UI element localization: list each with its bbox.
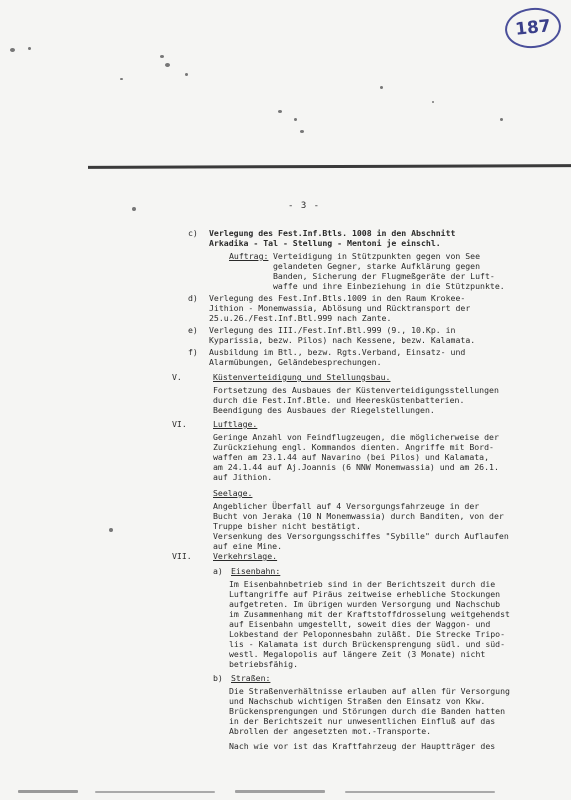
scan-noise-bottom [0, 788, 571, 800]
item-d-marker: d) [188, 293, 198, 303]
seelage-line-2: Bucht von Jeraka (10 N Monemwassia) durch Banditen, von der [213, 511, 504, 521]
seelage-line-3: Truppe bisher nicht bestätigt. [213, 521, 361, 531]
section-v-heading: Küstenverteidigung und Stellungsbau. [213, 372, 391, 382]
item-d-line-1: Verlegung des Fest.Inf.Btls.1009 in den Raum Krokee- [209, 293, 466, 303]
section-vii-heading: Verkehrslage. [213, 551, 278, 561]
section-v-marker: V. [172, 372, 182, 382]
item-e-marker: e) [188, 325, 198, 335]
section-v-line-1: Fortsetzung des Ausbaues der Küstenverteidigungsstellungen [213, 385, 499, 395]
vii-b-line-1: Die Straßenverhältnisse erlauben auf allen für Versorgung [229, 686, 510, 696]
section-vi-heading: Luftlage. [213, 419, 258, 429]
vii-b-heading: Straßen: [231, 673, 271, 683]
seelage-line-4: Versenkung des Versorgungsschiffes "Sybille" durch Auflaufen [213, 531, 509, 541]
section-vi-line-4: am 24.1.44 auf Aj.Joannis (6 NNW Monemwassia) und am 26.1. [213, 462, 499, 472]
item-e-line-2: Kyparissia, bezw. Pilos) nach Kessene, bezw. Kalamata. [209, 335, 476, 345]
vii-a-line-8: westl. Megalopolis auf längere Zeit (3 Monate) nicht [229, 649, 486, 659]
section-vi-marker: VI. [172, 419, 187, 429]
item-d-line-3: 25.u.26./Fest.Inf.Btl.999 nach Zante. [209, 313, 392, 323]
item-f-marker: f) [188, 347, 198, 357]
scan-noise [0, 0, 571, 150]
auftrag-line-4: waffe und ihre Einbeziehung in die Stützpunkte. [273, 281, 505, 291]
vii-a-line-6: Lokbestand der Peloponnesbahn zuläßt. Die Strecke Tripo- [229, 629, 506, 639]
section-v-line-3: Beendigung des Ausbaues der Riegelstellungen. [213, 405, 435, 415]
vii-a-line-1: Im Eisenbahnbetrieb sind in der Berichtszeit durch die [229, 579, 496, 589]
vii-a-line-2: Luftangriffe auf Piräus zeitweise erhebliche Stockungen [229, 589, 501, 599]
section-vi-line-2: Zurückziehung engl. Kommandos dienten. Angriffe mit Bord- [213, 442, 494, 452]
vii-b-line-3: Brückensprengungen und Störungen durch die Banden hatten [229, 706, 506, 716]
auftrag-label: Auftrag: [229, 251, 269, 261]
section-vi-line-3: waffen am 23.1.44 auf Navarino (bei Pilos) und Kalamata, [213, 452, 490, 462]
item-f-line-1: Ausbildung im Btl., bezw. Rgts.Verband, Einsatz- und [209, 347, 466, 357]
vii-a-marker: a) [213, 566, 223, 576]
vii-b-line-4: in der Berichtszeit nur unwesentlichen Einfluß auf das [229, 716, 496, 726]
item-c-line-1: Verlegung des Fest.Inf.Btls. 1008 in den Abschnitt [209, 228, 456, 238]
vii-b-marker: b) [213, 673, 223, 683]
vii-a-line-4: im Zusammenhang mit der Kraftstoffdrosselung weitgehendst [229, 609, 510, 619]
seelage-line-5: auf eine Mine. [213, 541, 283, 551]
vii-a-heading: Eisenbahn: [231, 566, 281, 576]
seelage-line-1: Angeblicher Überfall auf 4 Versorgungsfahrzeuge in der [213, 501, 480, 511]
item-c-marker: c) [188, 228, 198, 238]
auftrag-line-2: gelandeten Gegner, starke Aufklärung gegen [273, 261, 481, 271]
vii-a-line-3: aufgetreten. Im übrigen wurden Versorgung und Nachschub [229, 599, 501, 609]
item-e-line-1: Verlegung des III./Fest.Inf.Btl.999 (9., 10.Kp. in [209, 325, 456, 335]
vii-b-line-6: Nach wie vor ist das Kraftfahrzeug der Hauptträger des [229, 741, 496, 751]
vii-b-line-2: und Nachschub wichtigen Straßen den Einsatz von Kkw. [229, 696, 486, 706]
item-d-line-2: Jithion - Monemwassia, Ablösung und Rücktransport der [209, 303, 471, 313]
item-c-line-2: Arkadika - Tal - Stellung - Mentoni je einschl. [209, 238, 441, 248]
vii-a-line-7: lis - Kalamata ist durch Brückensprengung südl. und süd- [229, 639, 506, 649]
section-vi-line-1: Geringe Anzahl von Feindflugzeugen, die möglicherweise der [213, 432, 499, 442]
auftrag-line-1: Verteidigung in Stützpunkten gegen von See [273, 251, 481, 261]
seelage-heading: Seelage. [213, 488, 253, 498]
page-number: - 3 - [288, 201, 321, 211]
section-vi-line-5: auf Jithion. [213, 472, 273, 482]
auftrag-line-3: Banden, Sicherung der Flugmeßgeräte der Luft- [273, 271, 495, 281]
item-f-line-2: Alarmübungen, Geländebesprechungen. [209, 357, 382, 367]
vii-b-line-5: Abrollen der angesetzten mot.-Transporte. [229, 726, 432, 736]
section-v-line-2: durch die Fest.Inf.Btle. und Heeresküstenbatterien. [213, 395, 465, 405]
scan-edge-line [88, 164, 571, 169]
section-vii-marker: VII. [172, 551, 192, 561]
vii-a-line-9: betriebsfähig. [229, 659, 299, 669]
vii-a-line-5: auf Eisenbahn umgestellt, soweit dies der Waggon- und [229, 619, 491, 629]
page-stamp: 187 [503, 5, 563, 51]
